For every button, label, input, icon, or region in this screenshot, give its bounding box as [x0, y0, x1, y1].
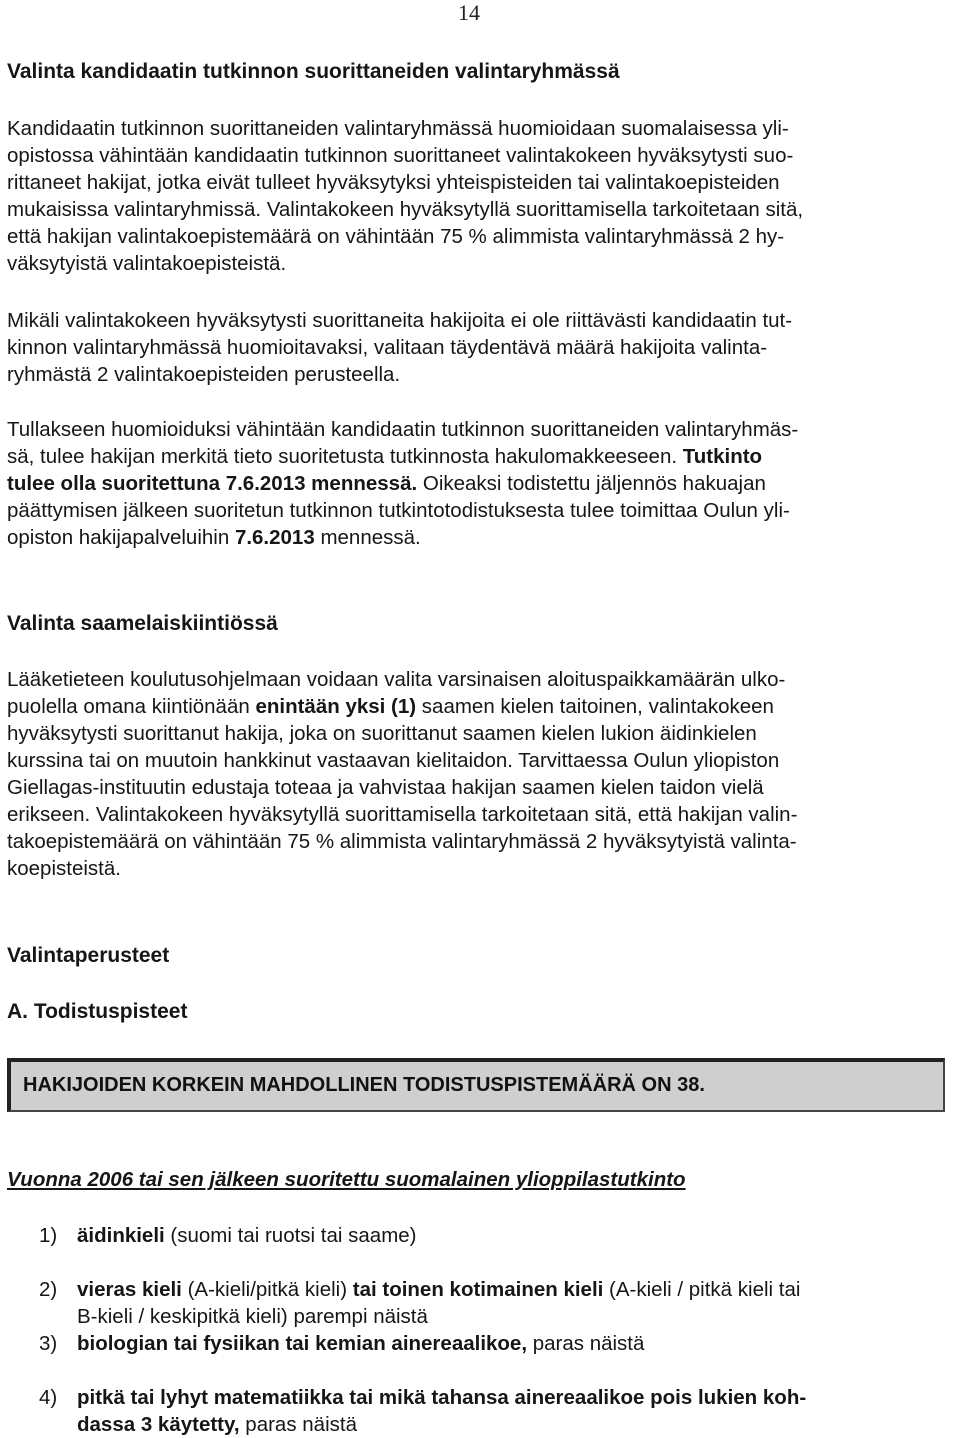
- paragraph-kandidaatti-3: [7, 416, 947, 551]
- text-run: Tullakseen huomioiduksi vähintään kandidaatin tutkinnon suorittaneiden valintaryhmäs- sä, tulee hakijan merkitä tieto suoritetusta tutkinnosta hakulomakkeeseen.: [7, 418, 799, 468]
- list-item-bold: vieras kieli: [77, 1278, 182, 1301]
- list-item-text: (suomi tai ruotsi tai saame): [164, 1224, 417, 1247]
- paragraph-kandidaatti-2: [7, 307, 947, 388]
- underlined-heading-text: Vuonna 2006 tai sen jälkeen suoritettu suomalainen ylioppilastutkinto: [7, 1168, 686, 1191]
- list-number: 4): [39, 1386, 58, 1409]
- list-number: 2): [39, 1278, 58, 1301]
- list-item-text: paras näistä: [239, 1413, 357, 1436]
- list-item-bold: biologian tai fysiikan tai kemian ainereaalikoe,: [77, 1332, 528, 1355]
- deadline-bold: Tutkinto tulee olla suoritettuna 7.6.2013 mennessä.: [7, 445, 763, 495]
- list-item: [7, 1222, 947, 1249]
- list-item: [7, 1249, 947, 1330]
- text-run: mennessä.: [314, 526, 421, 549]
- list-item-bold: tai toinen kotimainen kieli: [352, 1278, 604, 1301]
- list-item-bold: pitkä tai lyhyt matematiikka tai mikä tahansa ainereaalikoe pois lukien koh- dassa 3 käytetty,: [77, 1386, 807, 1436]
- list-item: [7, 1330, 947, 1357]
- max-points-box: [7, 1058, 945, 1112]
- list-item-text: paras näistä: [527, 1332, 645, 1355]
- text-run: Lääketieteen koulutusohjelmaan voidaan valita varsinaisen aloituspaikkamäärän ulko- puolella omana kiintiönään: [7, 668, 786, 718]
- list-number: 1): [39, 1224, 58, 1247]
- subheading-todistuspisteet: A. Todistuspisteet: [7, 1000, 188, 1023]
- page-number: 14: [458, 0, 480, 25]
- paragraph-text: Mikäli valintakokeen hyväksytysti suorittaneita hakijoita ei ole riittävästi kandidaatin tut- kinnon valintaryhmässä huomioitavaksi, valitaan täydentävä määrä hakijoita valinta- ryhmästä 2 valintakoepisteiden perusteella.: [7, 309, 793, 386]
- text-run: saamen kielen taitoinen, valintakokeen hyväksytysti suorittanut hakija, joka on suorittanut saamen kielen lukion äidinkielen kurssina tai on muutoin hankkinut vastaavan kielitaidon. Tarvittaessa Oulun yliopiston Giellagas-instituutin edustaja toteaa ja vahvistaa hakijan saamen kielen taidon vielä erikseen. Valintakokeen hyväksytyllä suorittamisella tarkoitetaan sitä, että hakijan valin- takoepistemäärä on vähintään 75 % alimmista valintaryhmässä 2 hyväksytyistä valinta- koepisteistä.: [7, 695, 798, 880]
- date-bold: 7.6.2013: [234, 526, 315, 549]
- underlined-heading: [7, 1166, 947, 1193]
- section-heading-valintaperusteet: Valintaperusteet: [7, 944, 170, 967]
- section-heading-saame: Valinta saamelaiskiintiössä: [7, 612, 278, 635]
- max-points-text: HAKIJOIDEN KORKEIN MAHDOLLINEN TODISTUSPISTEMÄÄRÄ ON 38.: [23, 1074, 705, 1096]
- list-item-text: (A-kieli/pitkä kieli): [181, 1278, 353, 1301]
- paragraph-saame: [7, 666, 947, 882]
- list-item-text: (A-kieli / pitkä kieli tai B-kieli / keskipitkä kieli) parempi näistä: [77, 1278, 801, 1328]
- section-heading-kandidaatti: Valinta kandidaatin tutkinnon suorittaneiden valintaryhmässä: [7, 60, 620, 83]
- list-item: [7, 1357, 947, 1438]
- criteria-list: [7, 1222, 947, 1438]
- paragraph-text: Kandidaatin tutkinnon suorittaneiden valintaryhmässä huomioidaan suomalaisessa yli- opistossa vähintään kandidaatin tutkinnon suorittaneet valintakokeen hyväksytysti suo- rittaneet hakijat, jotka eivät tulleet hyväksytyksi yhteispisteiden tai valintakoepisteiden mukaisissa valintaryhmissä. Valintakokeen hyväksytyllä suorittamisella tarkoitetaan sitä, että hakijan valintakoepistemäärä on vähintään 75 % alimmista valintaryhmässä 2 hy- väksytyistä valintakoepisteistä.: [7, 117, 804, 275]
- list-item-bold: äidinkieli: [77, 1224, 165, 1247]
- paragraph-kandidaatti-1: [7, 115, 947, 277]
- list-number: 3): [39, 1332, 58, 1355]
- text-run: Oikeaksi todistettu jäljennös hakuajan päättymisen jälkeen suoritetun tutkinnon tutkintotodistuksesta tulee toimittaa Oulun yli- opiston hakijapalveluihin: [7, 472, 790, 549]
- quota-bold: enintään yksi (1): [255, 695, 417, 718]
